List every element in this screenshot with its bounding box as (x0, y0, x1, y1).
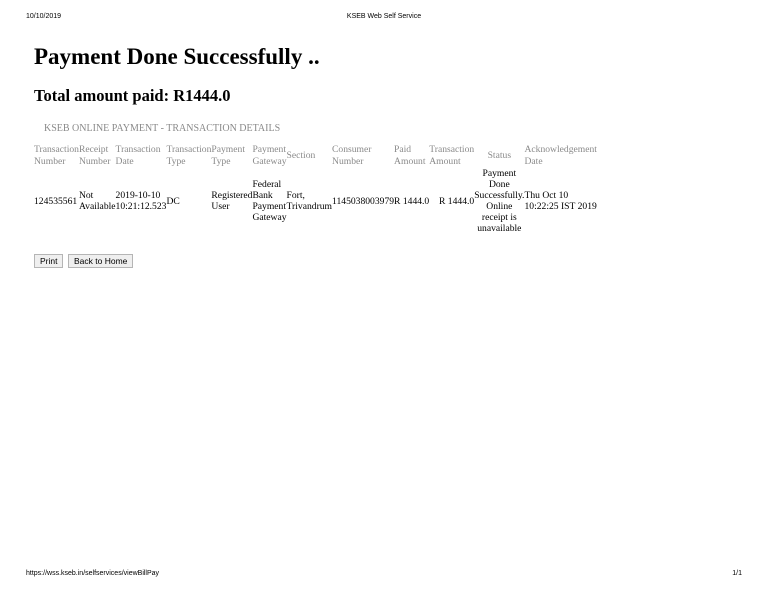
col-consumer-number: Consumer Number (332, 144, 372, 167)
col-payment-type: Payment Type (211, 144, 245, 167)
cell-status: Payment Done Successfully. Online receipt is unavailable (474, 168, 525, 234)
col-transaction-amount: Transaction Amount (429, 144, 475, 167)
total-label: Total amount paid: (34, 86, 174, 105)
cell-receipt-number: Not Available (78, 190, 116, 212)
col-paid-amount: Paid Amount (394, 144, 426, 167)
col-status: Status (487, 150, 512, 161)
cell-payment-type: Registered User (211, 190, 253, 212)
print-page-number: 1/1 (732, 570, 742, 577)
print-page-title: KSEB Web Self Service (346, 13, 422, 20)
print-button[interactable]: Print (34, 254, 63, 268)
page-heading: Payment Done Successfully .. (34, 44, 320, 69)
section-title: KSEB ONLINE PAYMENT - TRANSACTION DETAILS (44, 123, 281, 134)
print-footer-url: https://wss.kseb.in/selfservices/viewBillPay (26, 570, 160, 577)
total-amount (34, 86, 231, 106)
col-receipt-number: Receipt Number (78, 144, 111, 167)
transaction-table (34, 144, 597, 234)
cell-transaction-type: DC (166, 195, 180, 207)
col-transaction-date: Transaction Date (115, 144, 161, 167)
cell-acknowledgement-date: Thu Oct 10 10:22:25 IST 2019 (524, 190, 597, 212)
table-header-row (34, 144, 597, 168)
cell-transaction-date: 2019-10-10 10:21:12.523 (115, 190, 167, 212)
col-payment-gateway: Payment Gateway (252, 144, 287, 167)
back-to-home-button[interactable]: Back to Home (68, 254, 133, 268)
col-transaction-number: Transaction Number (34, 144, 79, 167)
total-value: R1444.0 (173, 86, 231, 105)
cell-section: Fort, Trivandrum (286, 190, 333, 212)
cell-payment-gateway: Federal Bank Payment Gateway (252, 179, 287, 223)
print-date: 10/10/2019 (26, 13, 62, 20)
col-transaction-type: Transaction Type (166, 144, 212, 167)
cell-transaction-number: 124535561 (34, 195, 78, 207)
cell-consumer-number: 1145038003979 (332, 195, 395, 207)
cell-transaction-amount: R 1444.0 (439, 195, 475, 207)
table-row (34, 168, 597, 234)
col-section: Section (286, 150, 316, 161)
col-acknowledgement-date: Acknowledgement Date (524, 144, 597, 167)
cell-paid-amount: R 1444.0 (394, 195, 430, 207)
